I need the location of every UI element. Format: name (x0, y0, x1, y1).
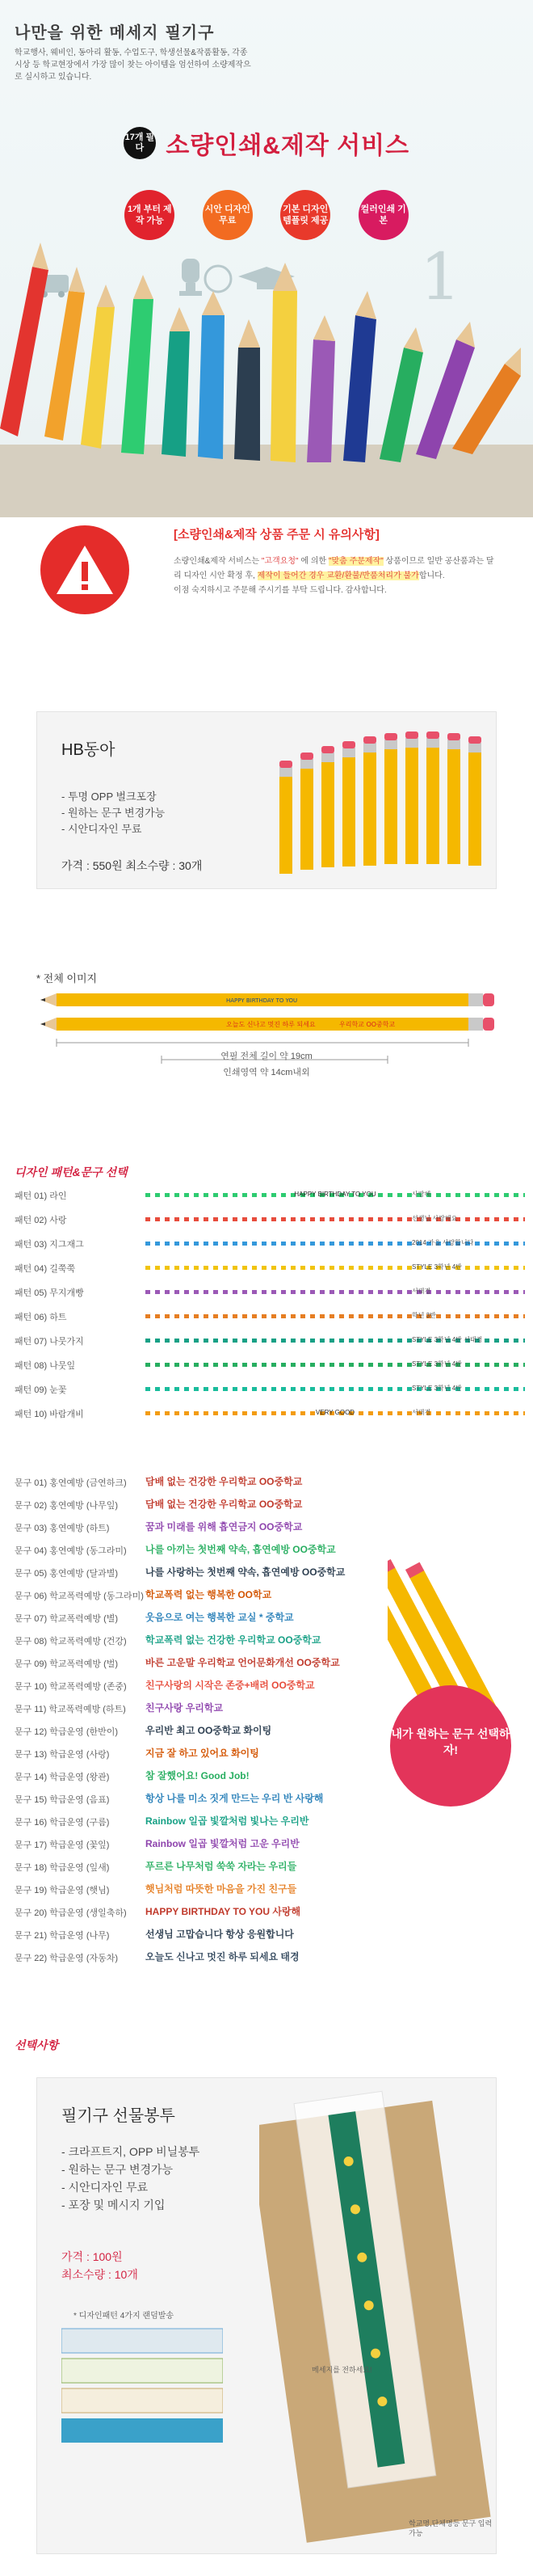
pattern-sample: 선생님 사랑해요 (412, 1215, 458, 1222)
option-price-line: 가격 : 100원 (61, 2250, 123, 2263)
hero-title-row (0, 125, 533, 161)
gift-envelope-image (259, 2086, 493, 2551)
phrase-label: 문구 13) 학급운영 (사랑) (15, 1750, 110, 1760)
pattern-name: VERY GOOD (315, 1409, 355, 1416)
phrase-text: 참 잘했어요! Good Job! (145, 1770, 250, 1781)
phrase-row[interactable] (0, 1492, 533, 1515)
hero-description: 학교행사, 웨비인, 동아리 활동, 수업도구, 학생선물&작품활동, 각종 시상 등 학교현장에서 가장 많이 찾는 아이템을 엄선하여 소량제작으로 실시하고 있습니다. (15, 48, 251, 82)
feature-item: - 투명 OPP 벌크포장 (61, 791, 157, 803)
pattern-row[interactable] (0, 1303, 533, 1327)
option-min-qty: 최소수량 : 10개 (61, 2268, 138, 2281)
notice-body (174, 554, 497, 598)
feature-circle: 기본 디자인 템플릿 제공 (280, 190, 330, 240)
colored-pencils-image (0, 242, 533, 517)
phrase-label: 문구 06) 학교폭력예방 (동그라미) (15, 1592, 144, 1601)
notice-text: 에 의한 (300, 557, 327, 566)
feature-item: - 시안디자인 무료 (61, 823, 142, 835)
phrase-text: 나를 사랑하는 첫번째 약속, 흡연예방 OO중학교 (145, 1566, 346, 1578)
pattern-row[interactable] (0, 1206, 533, 1230)
notice-highlight: "고객요청" (261, 557, 299, 566)
phrase-text: 학교폭력 없는 건강한 우리학교 OO중학교 (145, 1634, 321, 1646)
phrase-text: 지금 잘 하고 있어요 화이팅 (145, 1748, 259, 1759)
min-qty-badge: 17개 필다 (124, 127, 156, 159)
design-section-title: 디자인 패턴&문구 선택 (15, 1166, 128, 1178)
phrase-row[interactable] (0, 1922, 533, 1945)
notice-text: 소량인쇄&제작 서비스는 (174, 557, 260, 566)
order-notice (32, 517, 501, 639)
pattern-sample: 서태경 (412, 1288, 431, 1295)
phrase-text: Rainbow 일곱 빛깔처럼 고운 우리반 (145, 1838, 300, 1849)
gift-envelope-option (36, 2077, 497, 2554)
envelope-samples-image (61, 2325, 223, 2446)
pattern-row[interactable] (0, 1279, 533, 1303)
product-price: 가격 : 550원 최소수량 : 30개 (61, 859, 203, 872)
pattern-strip (145, 1334, 525, 1347)
phrase-label: 문구 21) 학급운영 (나무) (15, 1931, 110, 1941)
product-features (61, 789, 165, 837)
feature-circle: 시안 디자인 무료 (203, 190, 253, 240)
pattern-label: 패턴 06) 하트 (15, 1313, 67, 1322)
pattern-strip (145, 1237, 525, 1250)
notice-text: 합니다. (418, 571, 445, 580)
phrase-label: 문구 20) 학급운영 (생일축하) (15, 1908, 127, 1918)
number-one-icon: 1 (420, 242, 461, 314)
phrase-label: 문구 18) 학급운영 (잎새) (15, 1863, 110, 1873)
pattern-strip (145, 1358, 525, 1371)
pattern-label: 패턴 04) 길쭉쭉 (15, 1264, 76, 1274)
pattern-sample: STYLE 3학년 4반 (412, 1360, 462, 1368)
pattern-sample: STYLE 3학년 4반 서태경 (412, 1336, 483, 1343)
pencil-2-text-b: 우리학교 OO중학교 (339, 1021, 396, 1028)
phrase-label: 문구 09) 학교폭력예방 (벌) (15, 1659, 119, 1669)
phrase-row[interactable] (0, 1877, 533, 1899)
pattern-row[interactable] (0, 1182, 533, 1206)
full-image-title: * 전체 이미지 (36, 972, 98, 984)
phrase-label: 문구 10) 학교폭력예방 (존중) (15, 1682, 127, 1692)
phrase-text: 햇님처럼 따뜻한 마음을 가진 친구들 (145, 1883, 297, 1895)
option-features (61, 2143, 199, 2214)
phrase-row[interactable] (0, 1854, 533, 1877)
feature-item: - 포장 및 메시지 기입 (61, 2199, 166, 2211)
option-name: 필기구 선물봉투 (61, 2107, 175, 2125)
pattern-row[interactable] (0, 1376, 533, 1400)
feature-circle: 1개 부터 제작 가능 (124, 190, 174, 240)
notice-title: [소량인쇄&제작 상품 주문 시 유의사항] (174, 528, 380, 542)
custom-phrase-bubble: 내가 원하는 문구 선택하자! (390, 1685, 511, 1807)
notice-text: 달리 디자인 시안 확정 후, (174, 557, 494, 580)
yellow-pencils-image (279, 728, 489, 882)
phrase-label: 문구 15) 학급운영 (음표) (15, 1795, 110, 1805)
feature-item: - 시안디자인 무료 (61, 2181, 149, 2194)
pattern-sample: 학년 3반 (412, 1312, 436, 1319)
options-section-title: 선택사항 (15, 2038, 59, 2051)
phrase-label: 문구 14) 학급운영 (왕관) (15, 1773, 110, 1782)
pattern-list (0, 1182, 533, 1424)
pattern-sample: STYLE 3학년 4반 (412, 1385, 462, 1392)
notice-highlight: "맞춤 주문제작" (328, 557, 384, 566)
phrase-text: 바른 고운말 우리학교 언어문화개선 OO중학교 (145, 1657, 340, 1668)
notice-text: 이점 숙지하시고 주문해 주시기를 부탁 드립니다. 감사합니다. (174, 586, 387, 595)
pattern-label: 패턴 05) 무지개빵 (15, 1288, 84, 1298)
phrase-label: 문구 17) 학급운영 (꽃잎) (15, 1840, 110, 1850)
pattern-strip (145, 1188, 525, 1201)
pattern-label: 패턴 09) 눈꽃 (15, 1385, 67, 1395)
pattern-row[interactable] (0, 1230, 533, 1254)
pattern-strip (145, 1382, 525, 1395)
envelope-callout: 메세지를 전하세요! (312, 2366, 372, 2374)
pattern-sample: 사랑해 (412, 1191, 431, 1198)
pattern-name: HAPPY BIRTHDAY TO YOU (294, 1191, 376, 1198)
phrase-label: 문구 12) 학급운영 (한반이) (15, 1727, 119, 1737)
phrase-label: 문구 19) 학급운영 (햇님) (15, 1886, 110, 1895)
phrase-text: HAPPY BIRTHDAY TO YOU 사랑해 (145, 1906, 301, 1917)
product-name: HB동아 (61, 741, 115, 759)
pattern-strip (145, 1212, 525, 1225)
phrase-label: 문구 16) 학급운영 (구름) (15, 1818, 110, 1828)
phrase-text: 담배 없는 건강한 우리학교 OO중학교 (145, 1476, 303, 1487)
phrase-row[interactable] (0, 1832, 533, 1854)
phrase-text: 친구사랑 우리학교 (145, 1702, 224, 1714)
warning-icon (40, 525, 129, 614)
phrase-label: 문구 11) 학교폭력예방 (하트) (15, 1705, 126, 1714)
notice-highlight: 제작이 들어간 경우 교환/환불/반품처리가 불가 (257, 571, 419, 580)
hero-banner (0, 0, 533, 517)
phrase-text: 오늘도 신나고 멋진 하루 되세요 태경 (145, 1951, 300, 1963)
pattern-label: 패턴 10) 바람개비 (15, 1410, 84, 1419)
pattern-label: 패턴 03) 지그재그 (15, 1240, 84, 1250)
pattern-sample: STYLE 3학년 4반 (412, 1263, 462, 1271)
phrase-text: Rainbow 일곱 빛깔처럼 빛나는 우리반 (145, 1815, 309, 1827)
phrase-label: 문구 02) 홍연예방 (나무잎) (15, 1501, 119, 1511)
pencil-1 (40, 993, 494, 1006)
pattern-label: 패턴 02) 사랑 (15, 1216, 67, 1225)
pattern-label: 패턴 08) 나뭇잎 (15, 1361, 76, 1371)
pattern-label: 패턴 07) 나뭇가지 (15, 1337, 84, 1347)
pattern-row[interactable] (0, 1254, 533, 1279)
pattern-strip (145, 1261, 525, 1274)
pattern-strip (145, 1309, 525, 1322)
pencil-2 (40, 1018, 494, 1031)
feature-item: - 원하는 문구 변경가능 (61, 807, 166, 819)
feature-item: - 원하는 문구 변경가능 (61, 2163, 174, 2176)
pattern-row[interactable] (0, 1351, 533, 1376)
phrase-text: 담배 없는 건강한 우리학교 OO중학교 (145, 1499, 303, 1510)
feature-circle: 컬러인쇄 기본 (359, 190, 409, 240)
phrase-label: 문구 01) 홍연예방 (금연하크) (15, 1478, 127, 1488)
phrase-text: 선생님 고맙습니다 항상 응원합니다 (145, 1929, 294, 1940)
pattern-strip (145, 1285, 525, 1298)
phrase-text: 학교폭력 없는 행복한 OO학교 (145, 1589, 272, 1600)
globe-icon (205, 266, 231, 292)
pencil-2-text: 오늘도 신나고 멋진 하루 되세요 (226, 1021, 316, 1028)
phrase-text: 꿈과 미래를 위해 흡연금지 OO중학교 (145, 1521, 303, 1533)
pencil-1-text: HAPPY BIRTHDAY TO YOU (226, 997, 298, 1004)
phrase-text: 항상 나를 미소 짓게 만드는 우리 반 사랑해 (145, 1793, 324, 1804)
phrase-text: 푸르른 나무처럼 쑥쑥 자라는 우리들 (145, 1861, 297, 1872)
phrase-text: 나를 아끼는 첫번째 약속, 흡연예방 OO중학교 (145, 1544, 336, 1555)
phrase-label: 문구 03) 홍연예방 (하트) (15, 1524, 110, 1533)
pattern-sample: 서태경 (412, 1409, 431, 1416)
phrase-text: 우리반 최고 OO중학교 화이팅 (145, 1725, 272, 1736)
phrase-label: 문구 22) 학급운영 (자동차) (15, 1954, 119, 1963)
product-hb-donga (36, 711, 497, 889)
phrase-label: 문구 05) 홍연예방 (달과별) (15, 1569, 119, 1579)
phrase-row[interactable] (0, 1809, 533, 1832)
envelope-callout: 학교명,단체명등 문구 입력 가능 (409, 2519, 493, 2537)
phrase-text: 친구사랑의 시작은 존중+배려 OO중학교 (145, 1680, 315, 1691)
pattern-strip (145, 1406, 525, 1419)
hero-tagline: 나만을 위한 메세지 필기구 (15, 23, 215, 42)
phrase-label: 문구 07) 학교폭력예방 (별) (15, 1614, 119, 1624)
pencil-length-label: 연필 전체 길이 약 19cm (220, 1052, 313, 1061)
phrase-label: 문구 04) 홍연예방 (동그라미) (15, 1546, 127, 1556)
phrase-label: 문구 08) 학교폭력예방 (건강) (15, 1637, 127, 1646)
option-note: * 디자인패턴 4가지 랜덤발송 (73, 2312, 174, 2321)
phrase-row[interactable] (0, 1899, 533, 1922)
trophy-icon (182, 259, 199, 283)
notice-text: 상품이므로 일반 공산품과는 (385, 557, 485, 566)
warning-badge (40, 525, 129, 614)
phrase-row[interactable] (0, 1945, 533, 1967)
pattern-row[interactable] (0, 1400, 533, 1424)
hero-title: 소량인쇄&제작 서비스 (166, 133, 410, 159)
feature-circles (0, 190, 533, 240)
feature-item: - 크라프트지, OPP 비닐봉투 (61, 2145, 200, 2158)
pattern-sample: 2014 가을 사랑합니다 (412, 1239, 474, 1246)
print-area-label: 인쇄영역 약 14cm내외 (223, 1068, 310, 1077)
phrase-row[interactable] (0, 1469, 533, 1492)
pattern-label: 패턴 01) 라인 (15, 1191, 67, 1201)
pattern-row[interactable] (0, 1327, 533, 1351)
option-price (61, 2248, 138, 2283)
phrase-text: 웃음으로 여는 행복한 교실 * 중학교 (145, 1612, 294, 1623)
